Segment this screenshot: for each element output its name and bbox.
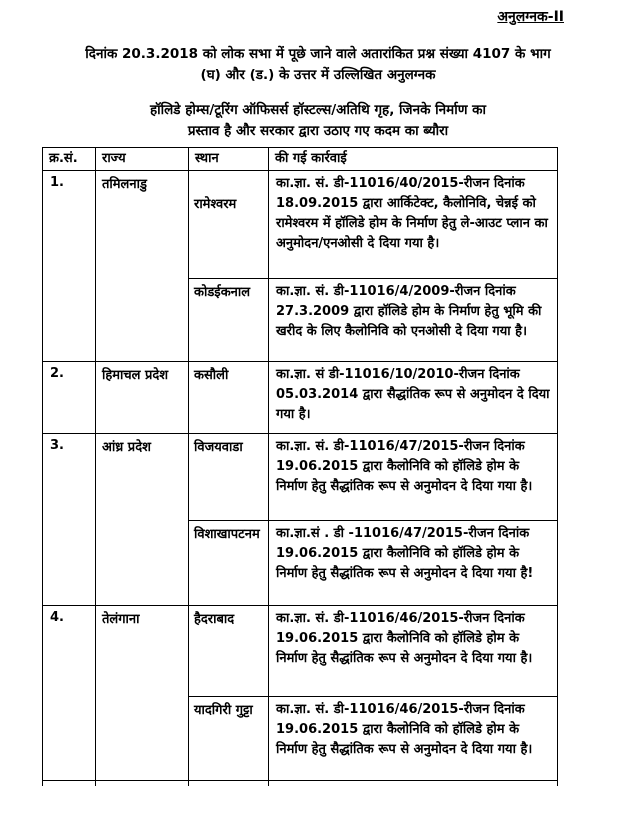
location-cell: यादगिरी गुट्टा [189,697,269,781]
location-cell: कसौली [189,362,269,434]
location-cell: रामेश्वरम [189,171,269,279]
location-cell: कोडईकनाल [189,279,269,362]
table-row [43,606,558,697]
action-cell: का.ज्ञा. सं. डी-11016/4/2009-रीजन दिनांक 27.3.2009 द्वारा हॉलिडे होम के निर्माण हेतु भूमि की खरीद के लिए कैलोनिवि को एनओसी दे दिया गया है। [269,279,558,362]
table-row [43,171,558,279]
column-header-sno: क्र.सं. [43,148,96,171]
column-header-action: की गई कार्रवाई [269,148,558,171]
state-cell: तेलंगाना [96,606,189,781]
table-continuation-stub [43,781,558,787]
action-cell: का.ज्ञा. सं. डी-11016/46/2015-रीजन दिनांक 19.06.2015 द्वारा कैलोनिवि को हॉलिडे होम के निर्माण हेतु सैद्धांतिक रूप से अनुमोदन दे दिया गया है। [269,697,558,781]
action-cell: का.ज्ञा. सं. डी-11016/40/2015-रीजन दिनांक 18.09.2015 द्वारा आर्किटेक्ट, कैलोनिवि, चेन्नई को रामेश्वरम में हॉलिडे होम के निर्माण हेतु ले-आउट प्लान का अनुमोदन/एनओसी दे दिया गया है। [269,171,558,279]
location-cell: विजयवाडा [189,434,269,521]
table-header-row [43,148,558,171]
action-cell: का.ज्ञा. सं. डी-11016/47/2015-रीजन दिनांक 19.06.2015 द्वारा कैलोनिवि को हॉलिडे होम के निर्माण हेतु सैद्धांतिक रूप से अनुमोदन दे दिया गया है। [269,434,558,521]
column-header-location: स्थान [189,148,269,171]
sno-cell: 1. [43,171,96,362]
column-header-state: राज्य [96,148,189,171]
sno-cell: 4. [43,606,96,781]
action-cell: का.ज्ञा. सं डी-11016/10/2010-रीजन दिनांक 05.03.2014 द्वारा सैद्धांतिक रूप से अनुमोदन दे दिया गया है। [269,362,558,434]
location-cell: हैदराबाद [189,606,269,697]
state-cell: हिमाचल प्रदेश [96,362,189,434]
table-row [43,362,558,434]
sno-cell: 2. [43,362,96,434]
document-subtitle [0,100,636,142]
state-cell: आंध्र प्रदेश [96,434,189,606]
stub-cell [189,781,269,787]
annexure-label: अनुलग्नक-II [497,9,564,25]
sno-cell: 3. [43,434,96,606]
states-table [42,147,558,786]
location-cell: विशाखापटनम [189,521,269,606]
stub-cell [43,781,96,787]
document-title [0,44,636,86]
table-row [43,434,558,521]
title-line-2: (घ) और (ड.) के उत्तर में उल्लिखित अनुलग्नक [200,67,436,83]
action-cell: का.ज्ञा.सं . डी -11016/47/2015-रीजन दिनांक 19.06.2015 द्वारा कैलोनिवि को हॉलिडे होम के निर्माण हेतु सैद्धांतिक रूप से अनुमोदन दे दिया गया है! [269,521,558,606]
title-line-1: दिनांक 20.3.2018 को लोक सभा में पूछे जाने वाले अतारांकित प्रश्न संख्या 4107 के भाग [85,46,551,62]
stub-cell [96,781,189,787]
subtitle-line-1: हॉलिडे होम्स/टूरिंग ऑफिसर्स हॉस्टल्स/अतिथि गृह, जिनके निर्माण का [149,102,487,118]
state-cell: तमिलनाडु [96,171,189,362]
subtitle-line-2: प्रस्ताव है और सरकार द्वारा उठाए गए कदम का ब्यौरा [187,123,449,139]
action-cell: का.ज्ञा. सं. डी-11016/46/2015-रीजन दिनांक 19.06.2015 द्वारा कैलोनिवि को हॉलिडे होम के निर्माण हेतु सैद्धांतिक रूप से अनुमोदन दे दिया गया है। [269,606,558,697]
stub-cell [269,781,558,787]
